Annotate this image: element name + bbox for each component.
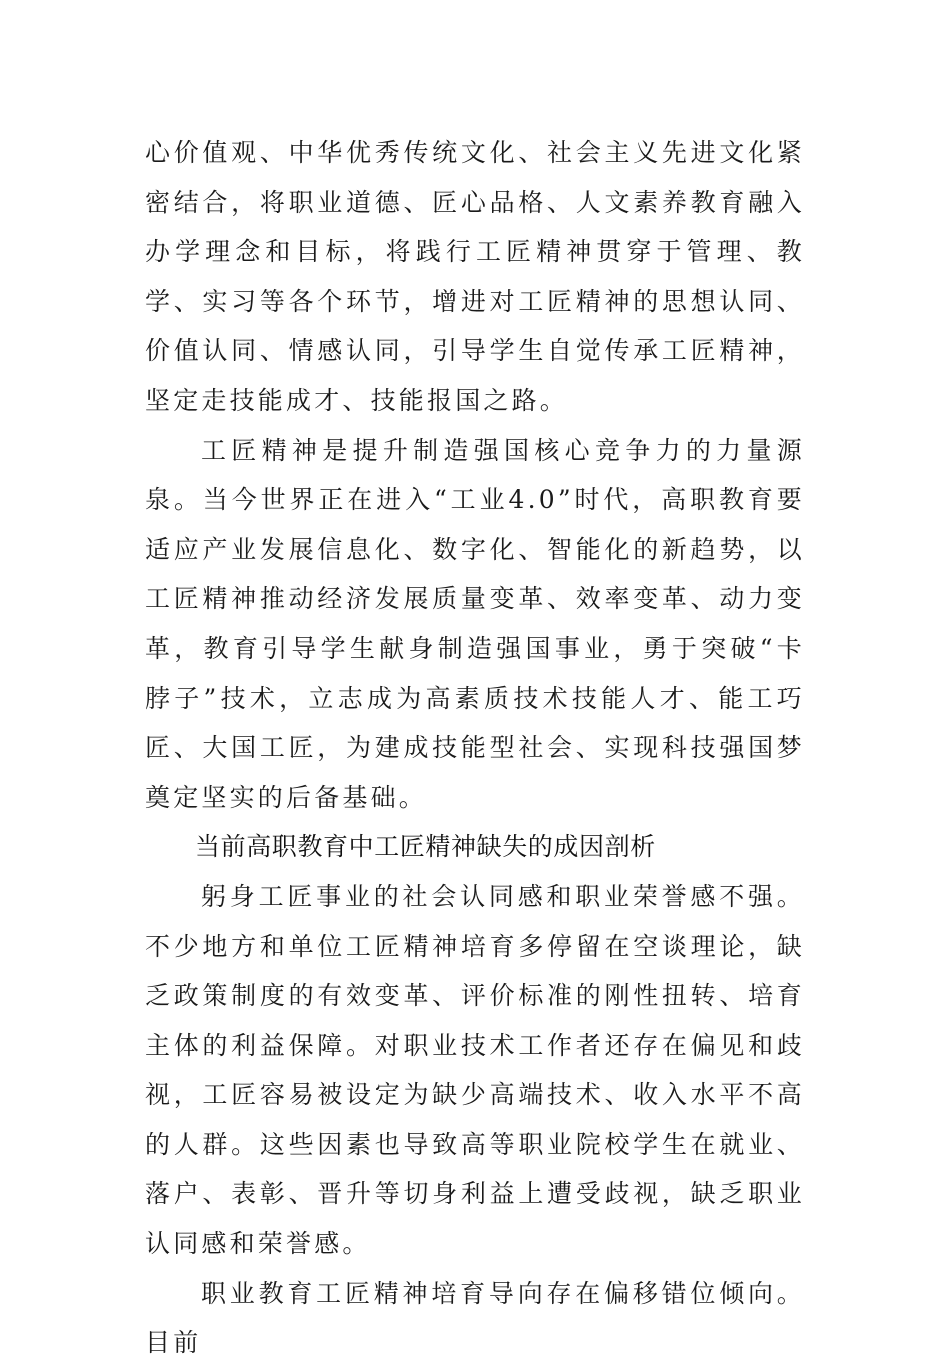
document-body bbox=[145, 128, 805, 1368]
paragraph-1: 心价值观、中华优秀传统文化、社会主义先进文化紧密结合，将职业道德、匠心品格、人文素养教育融入办学理念和目标，将践行工匠精神贯穿于管理、教学、实习等各个环节，增进对工匠精神的思想认同、价值认同、情感认同，引导学生自觉传承工匠精神，坚定走技能成才、技能报国之路。 bbox=[145, 138, 805, 415]
paragraph-2: 工匠精神是提升制造强国核心竞争力的力量源泉。当今世界正在进入“工业4.0”时代，高职教育要适应产业发展信息化、数字化、智能化的新趋势，以工匠精神推动经济发展质量变革、效率变革、动力变革，教育引导学生献身制造强国事业，勇于突破“卡脖子”技术，立志成为高素质技术技能人才、能工巧匠、大国工匠，为建成技能型社会、实现科技强国梦奠定坚实的后备基础。 bbox=[145, 435, 805, 812]
paragraph-3: 躬身工匠事业的社会认同感和职业荣誉感不强。不少地方和单位工匠精神培育多停留在空谈理论，缺乏政策制度的有效变革、评价标准的刚性扭转、培育主体的利益保障。对职业技术工作者还存在偏见和歧视，工匠容易被设定为缺少高端技术、收入水平不高的人群。这些因素也导致高等职业院校学生在就业、落户、表彰、晋升等切身利益上遭受歧视，缺乏职业认同感和荣誉感。 bbox=[145, 881, 805, 1259]
paragraph-4: 职业教育工匠精神培育导向存在偏移错位倾向。目前 bbox=[145, 1278, 805, 1358]
section-heading: 当前高职教育中工匠精神缺失的成因剖析 bbox=[195, 832, 656, 862]
